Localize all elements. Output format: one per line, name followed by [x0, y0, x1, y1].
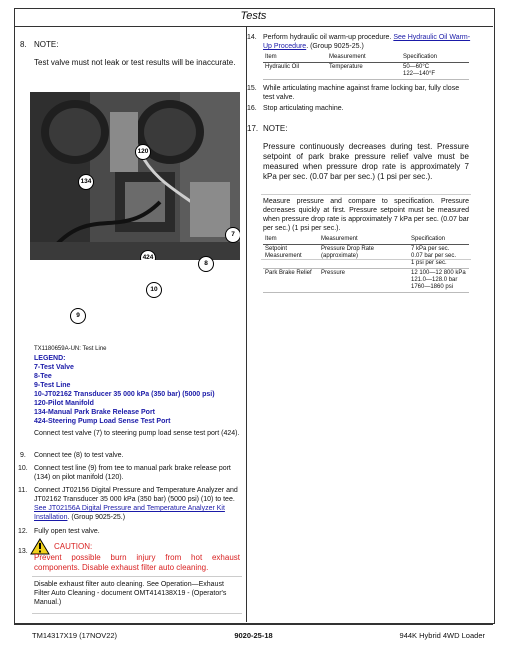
step-11-text-main: Connect JT02156 Digital Pressure and Temperature Analyzer and JT02162 Transducer 35 000 kPa (350 bar) (5000 psi) (10) to tee.: [34, 487, 238, 503]
table1-header-item: Item: [263, 53, 327, 63]
caution-warning-text: Prevent possible burn injury from hot exhaust components. Disable exhaust filter auto cleaning.: [34, 553, 240, 572]
page-header: [14, 8, 493, 27]
hydraulic-oil-spec-table: [263, 53, 469, 80]
step-11-text-group: . (Group 9025-25.): [67, 514, 126, 521]
footer-page-number: 9020-25-18: [234, 631, 273, 640]
callout-424: 424: [140, 250, 156, 260]
callout-134: 134: [78, 174, 94, 190]
callout-120: 120: [135, 144, 151, 160]
step-16-text: Stop articulating machine.: [263, 105, 344, 112]
step-14-text: [263, 33, 473, 51]
step-14-text-group: . (Group 9025-25.): [306, 43, 364, 50]
step-11-text: [34, 486, 240, 522]
step-8-note-label: NOTE:: [34, 40, 59, 49]
legend-item-10: 10-JT02162 Transducer 35 000 kPa (350 bar) (5000 psi): [34, 391, 215, 398]
table1-row1-measurement: Temperature: [327, 63, 401, 80]
table1-row1-item: Hydraulic Oil: [263, 63, 327, 80]
figure-legend: [34, 354, 240, 426]
engine-photo-drawing: [30, 92, 240, 260]
step-10-text: Connect test line (9) from tee to manual park brake release port (134) on pilot manifold (120).: [34, 465, 231, 481]
step-17-note-text: Pressure continuously decreases during test. Pressure setpoint of park brake pressure relief valve must be measured when pressure drop rate is approximately 7 kPa per sec. (0.07 bar per sec.) (1 psi per sec.).: [263, 142, 469, 181]
table2-row1-specification: 7 kPa per sec. 0.07 bar per sec. 1 psi per sec.: [409, 245, 469, 269]
step-10-number: 10.: [18, 465, 28, 472]
callout-7: 7: [225, 227, 240, 243]
table2-header-specification: Specification: [409, 235, 469, 245]
step-9-number: 9.: [20, 452, 26, 459]
step-14-number: 14.: [247, 34, 257, 41]
callout-10: 10: [146, 282, 162, 298]
step-15-number: 15.: [247, 85, 257, 92]
exhaust-filter-note: [32, 576, 242, 614]
footer-document-id: TM14317X19 (17NOV22): [32, 631, 118, 640]
page-footer: [14, 624, 493, 645]
pressure-measure-box: [261, 194, 471, 290]
step-15-text: While articulating machine against frame locking bar, fully close test valve.: [263, 85, 460, 101]
step-9-text: Connect tee (8) to test valve.: [34, 452, 124, 459]
table1-header-measurement: Measurement: [327, 53, 401, 63]
step-17-number: 17.: [247, 124, 259, 133]
step-8-note-text: Test valve must not leak or test results will be inaccurate.: [34, 58, 236, 67]
legend-item-7: 7-Test Valve: [34, 364, 74, 371]
table1-header-specification: Specification: [401, 53, 469, 63]
table2-row2-specification: 12 100—12 800 kPa 121.0—128.0 bar 1760—1860 psi: [409, 269, 469, 293]
footer-machine-name: 944K Hybrid 4WD Loader: [399, 631, 485, 640]
table2-row1-item: Setpoint Measurement: [263, 245, 319, 269]
table2-header-measurement: Measurement: [319, 235, 409, 245]
legend-item-8: 8-Tee: [34, 373, 52, 380]
table1-row1-specification: 50—60°C 122—140°F: [401, 63, 469, 80]
column-divider: [246, 26, 247, 622]
table2-row1-measurement: Pressure Drop Rate (approximate): [319, 245, 409, 269]
park-brake-spec-table: [263, 235, 469, 293]
step-17-note-label: NOTE:: [263, 124, 288, 133]
exhaust-filter-note-text: Disable exhaust filter auto cleaning. See Operation—Exhaust Filter Auto Cleaning - document OMT414138X19 - (Operator's Manual.): [34, 581, 227, 606]
connect-test-valve-text: Connect test valve (7) to steering pump load sense test port (424).: [34, 430, 240, 437]
pressure-measure-text: Measure pressure and compare to specification. Pressure decreases quickly at first. Pressure setpoint must be measured when pressure drop rate is approximately 7 kPa per sec. (0.07 bar per sec.) (1 psi per sec.).: [263, 198, 469, 232]
table2-row2-item: Park Brake Relief: [263, 269, 319, 293]
step-8-number: 8.: [20, 40, 27, 49]
step-16-number: 16.: [247, 105, 257, 112]
step-12-text: Fully open test valve.: [34, 528, 100, 535]
legend-item-9: 9-Test Line: [34, 382, 71, 389]
step-13-number: 13.: [18, 548, 28, 555]
test-line-photo: [30, 92, 240, 260]
table2-header-item: Item: [263, 235, 319, 245]
step-14-text-main: Perform hydraulic oil warm-up procedure.: [263, 34, 392, 41]
callout-8: 8: [198, 256, 214, 272]
page-title: Tests: [240, 10, 267, 22]
figure-caption: TX1180659A-UN: Test Line: [34, 346, 107, 352]
analyzer-kit-installation-link[interactable]: See JT02156A Digital Pressure and Temperature Analyzer Kit Installation: [34, 505, 225, 521]
callout-9: 9: [70, 308, 86, 324]
legend-item-424: 424-Steering Pump Load Sense Test Port: [34, 418, 171, 425]
caution-label: CAUTION:: [54, 542, 93, 551]
hydraulic-oil-warmup-link[interactable]: See Hydraulic Oil Warm-Up Procedure: [263, 34, 471, 50]
step-12-number: 12.: [18, 528, 28, 535]
step-11-number: 11.: [18, 487, 28, 494]
legend-item-120: 120-Pilot Manifold: [34, 400, 94, 407]
legend-item-134: 134-Manual Park Brake Release Port: [34, 409, 156, 416]
legend-title: LEGEND:: [34, 355, 66, 362]
table2-row2-measurement: Pressure: [319, 269, 409, 293]
